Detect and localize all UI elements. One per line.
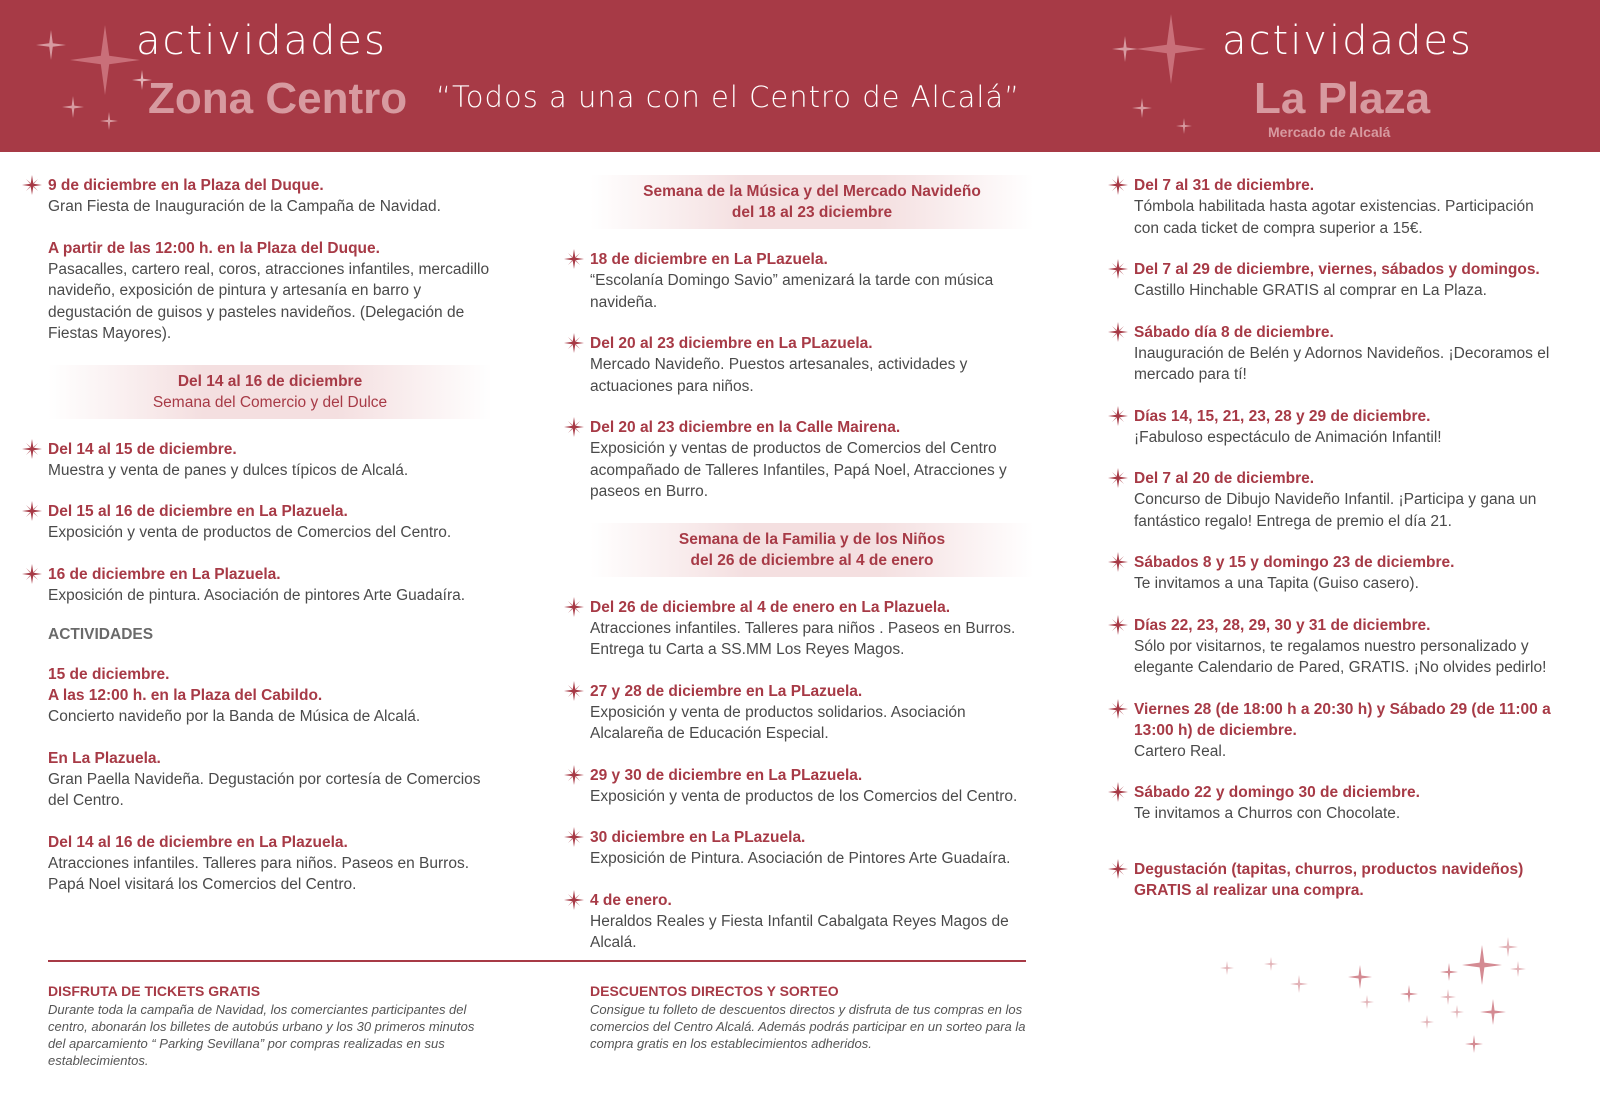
event-title: Del 14 al 15 de diciembre. bbox=[48, 440, 237, 458]
star-bullet-icon bbox=[564, 681, 584, 701]
event-item bbox=[1108, 615, 1560, 679]
event-text: Tómbola habilitada hasta agotar existencias. Participación con cada ticket de compra superior a 15€. bbox=[1134, 198, 1534, 237]
event-item bbox=[1108, 322, 1560, 386]
event-item bbox=[564, 417, 1034, 503]
event-title: 16 de diciembre en La Plazuela. bbox=[48, 565, 281, 583]
sparkle-icon bbox=[1400, 985, 1418, 1003]
event-item bbox=[22, 439, 492, 482]
week-band bbox=[590, 523, 1034, 577]
event-item bbox=[1108, 468, 1560, 532]
event-text: Gran Fiesta de Inauguración de la Campaña de Navidad. bbox=[48, 198, 441, 215]
event-item bbox=[22, 748, 492, 812]
sparkle-icon bbox=[1420, 1015, 1434, 1029]
week-band bbox=[590, 175, 1034, 229]
event-title: A las 12:00 h. en la Plaza del Cabildo. bbox=[48, 687, 323, 704]
event-text: Concurso de Dibujo Navideño Infantil. ¡Participa y gana un fantástico regalo! Entrega de premio el día 21. bbox=[1134, 491, 1537, 530]
sparkle-icon bbox=[100, 112, 118, 130]
event-item bbox=[22, 832, 492, 896]
event-title: 27 y 28 de diciembre en La PLazuela. bbox=[590, 682, 863, 700]
right-subtitle: Mercado de Alcalá bbox=[1268, 124, 1391, 140]
event-text: Gran Paella Navideña. Degustación por cortesía de Comercios del Centro. bbox=[48, 770, 481, 809]
event-item bbox=[22, 501, 492, 544]
star-bullet-icon bbox=[564, 765, 584, 785]
sparkle-icon bbox=[1498, 937, 1518, 957]
event-title: En La Plazuela. bbox=[48, 749, 161, 767]
event-title: Del 7 al 29 de diciembre, viernes, sábados y domingos. bbox=[1134, 261, 1540, 278]
column-la-plaza bbox=[1108, 175, 1560, 921]
star-bullet-icon bbox=[1108, 552, 1128, 572]
event-text: Exposición de Pintura. Asociación de Pintores Arte Guadaíra. bbox=[590, 850, 1011, 867]
event-text: Exposición y ventas de productos de Comercios del Centro acompañado de Talleres Infantiles, Papá Noel, Atracciones y paseos en Burro. bbox=[590, 440, 1007, 500]
sparkle-icon bbox=[1132, 98, 1152, 118]
event-item bbox=[564, 249, 1034, 313]
event-title: Degustación (tapitas, churros, productos navideños) GRATIS al realizar una compra. bbox=[1134, 860, 1524, 899]
star-bullet-icon bbox=[1108, 259, 1128, 279]
event-title: Sábado 22 y domingo 30 de diciembre. bbox=[1134, 784, 1420, 801]
star-bullet-icon bbox=[1108, 322, 1128, 342]
event-text: Cartero Real. bbox=[1134, 742, 1227, 760]
column-zona-centro bbox=[22, 175, 492, 916]
sparkle-icon bbox=[1440, 963, 1458, 981]
footer-text: Consigue tu folleto de descuentos directos y disfruta de tus compras en los comercios del Centro Alcalá. Además podrás participar en un sorteo para la compra gratis en los establecimientos adheridos. bbox=[590, 1002, 1026, 1051]
event-title: 15 de diciembre. bbox=[48, 666, 170, 683]
event-title: Del 15 al 16 de diciembre en La Plazuela. bbox=[48, 503, 348, 520]
star-bullet-icon bbox=[1108, 615, 1128, 635]
footer-title: DISFRUTA DE TICKETS GRATIS bbox=[48, 983, 261, 999]
event-title: Del 7 al 20 de diciembre. bbox=[1134, 470, 1315, 487]
sparkle-icon bbox=[1480, 999, 1506, 1025]
event-title: Del 20 al 23 diciembre en La PLazuela. bbox=[590, 335, 873, 352]
sparkle-icon bbox=[1112, 36, 1138, 62]
event-title: 9 de diciembre en la Plaza del Duque. bbox=[48, 177, 324, 194]
event-text: Exposición y venta de productos de los Comercios del Centro. bbox=[590, 787, 1018, 805]
star-bullet-icon bbox=[1108, 468, 1128, 488]
band-title: Semana de la Familia y de los Niños bbox=[678, 530, 946, 548]
event-item bbox=[22, 564, 492, 607]
event-title: 30 diciembre en La PLazuela. bbox=[590, 829, 806, 846]
event-text: Exposición de pintura. Asociación de pintores Arte Guadaíra. bbox=[48, 586, 466, 604]
right-title: La Plaza bbox=[1254, 74, 1431, 123]
left-script-title: actividades bbox=[136, 18, 387, 64]
footer-descuentos bbox=[590, 983, 1030, 1052]
left-title: Zona Centro bbox=[148, 74, 408, 123]
event-item bbox=[564, 765, 1034, 808]
star-bullet-icon bbox=[564, 827, 584, 847]
event-title: Del 26 de diciembre al 4 de enero en La Plazuela. bbox=[590, 598, 951, 616]
band-subtitle: del 26 de diciembre al 4 de enero bbox=[690, 551, 934, 569]
sparkle-icon bbox=[1462, 945, 1502, 985]
sparkle-icon bbox=[1450, 1005, 1464, 1019]
sparkle-icon bbox=[70, 25, 140, 95]
footer-text: Durante toda la campaña de Navidad, los comerciantes participantes del centro, abonarán los billetes de autobús urbano y los 30 primeros minutos del aparcamiento “ Parking Sevillana” por compras realizadas en sus establecimientos. bbox=[48, 1002, 475, 1068]
sparkle-icon bbox=[1360, 995, 1374, 1009]
event-item bbox=[564, 890, 1034, 954]
sparkle-icon bbox=[1220, 961, 1234, 975]
event-title: 4 de enero. bbox=[590, 891, 672, 909]
sparkle-icon bbox=[1136, 14, 1206, 84]
star-bullet-icon bbox=[1108, 859, 1128, 879]
section-heading: ACTIVIDADES bbox=[48, 626, 154, 643]
event-text: Muestra y venta de panes y dulces típicos de Alcalá. bbox=[48, 461, 409, 479]
event-text: Atracciones infantiles. Talleres para niños . Paseos en Burros. Entrega tu Carta a SS.MM Los Reyes Magos. bbox=[590, 619, 1016, 658]
event-title: Del 14 al 16 de diciembre en La Plazuela. bbox=[48, 833, 348, 851]
sparkle-icon bbox=[36, 30, 66, 60]
sparkle-icon bbox=[1176, 118, 1192, 134]
star-bullet-icon bbox=[1108, 782, 1128, 802]
star-bullet-icon bbox=[564, 333, 584, 353]
star-bullet-icon bbox=[22, 175, 42, 195]
event-title: Días 22, 23, 28, 29, 30 y 31 de diciembre. bbox=[1134, 616, 1431, 634]
event-title: 18 de diciembre en La PLazuela. bbox=[590, 251, 828, 268]
event-item bbox=[22, 238, 492, 345]
star-bullet-icon bbox=[564, 890, 584, 910]
event-text: “Escolanía Domingo Savio” amenizará la tarde con música navideña. bbox=[590, 272, 994, 311]
decorative-sparkles bbox=[1240, 945, 1560, 1075]
event-text: Inauguración de Belén y Adornos Navideños. ¡Decoramos el mercado para tí! bbox=[1134, 344, 1550, 383]
event-title: Del 7 al 31 de diciembre. bbox=[1134, 177, 1315, 194]
event-text: Concierto navideño por la Banda de Música de Alcalá. bbox=[48, 708, 421, 725]
right-script-title: actividades bbox=[1222, 18, 1473, 64]
event-text: Castillo Hinchable GRATIS al comprar en La Plaza. bbox=[1134, 282, 1487, 299]
star-bullet-icon bbox=[1108, 175, 1128, 195]
star-bullet-icon bbox=[564, 417, 584, 437]
event-text: Mercado Navideño. Puestos artesanales, actividades y actuaciones para niños. bbox=[590, 356, 968, 395]
header-banner bbox=[0, 0, 1600, 152]
event-text: Exposición y venta de productos solidarios. Asociación Alcalareña de Educación Especial. bbox=[590, 703, 966, 742]
event-text: Exposición y venta de productos de Comercios del Centro. bbox=[48, 524, 452, 541]
event-title: Sábado día 8 de diciembre. bbox=[1134, 323, 1334, 341]
sparkle-icon bbox=[1510, 961, 1526, 977]
week-band bbox=[48, 365, 492, 419]
band-subtitle: Semana del Comercio y del Dulce bbox=[152, 393, 388, 411]
event-text: Sólo por visitarnos, te regalamos nuestro personalizado y elegante Calendario de Pared, GRATIS. ¡No olvides pedirlo! bbox=[1134, 637, 1547, 676]
star-bullet-icon bbox=[1108, 406, 1128, 426]
star-bullet-icon bbox=[22, 439, 42, 459]
column-weeks bbox=[564, 175, 1034, 974]
event-item bbox=[1108, 782, 1560, 825]
event-title: Del 20 al 23 diciembre en la Calle Mairena. bbox=[590, 419, 901, 436]
band-title: Del 14 al 16 de diciembre bbox=[177, 372, 363, 390]
star-bullet-icon bbox=[22, 501, 42, 521]
event-text: ¡Fabuloso espectáculo de Animación Infantil! bbox=[1134, 428, 1442, 446]
sparkle-icon bbox=[1465, 1035, 1483, 1053]
footer-tickets bbox=[48, 983, 488, 1069]
event-title: Viernes 28 (de 18:00 h a 20:30 h) y Sábado 29 (de 11:00 a 13:00 h) de diciembre. bbox=[1134, 700, 1551, 739]
footer-title: DESCUENTOS DIRECTOS Y SORTEO bbox=[590, 983, 839, 999]
event-title: Sábados 8 y 15 y domingo 23 de diciembre. bbox=[1134, 554, 1455, 571]
sparkle-icon bbox=[1440, 989, 1456, 1005]
slogan: “Todos a una con el Centro de Alcalá” bbox=[436, 80, 1021, 114]
star-bullet-icon bbox=[1108, 699, 1128, 719]
sparkle-icon bbox=[62, 96, 84, 118]
event-item bbox=[1108, 175, 1560, 239]
event-item bbox=[1108, 699, 1560, 763]
star-bullet-icon bbox=[22, 564, 42, 584]
event-text: Heraldos Reales y Fiesta Infantil Cabalgata Reyes Magos de Alcalá. bbox=[590, 912, 1009, 951]
event-item bbox=[564, 681, 1034, 745]
event-text: Te invitamos a una Tapita (Guiso casero). bbox=[1134, 575, 1419, 592]
star-bullet-icon bbox=[564, 597, 584, 617]
band-subtitle: del 18 al 23 diciembre bbox=[731, 204, 893, 221]
event-text: Atracciones infantiles. Talleres para niños. Paseos en Burros. Papá Noel visitará los Comercios del Centro. bbox=[48, 854, 470, 893]
event-item bbox=[564, 333, 1034, 397]
event-title: Días 14, 15, 21, 23, 28 y 29 de diciembre. bbox=[1134, 407, 1431, 425]
star-bullet-icon bbox=[564, 249, 584, 269]
sparkle-icon bbox=[1290, 975, 1308, 993]
event-item bbox=[1108, 859, 1560, 901]
event-item bbox=[22, 664, 492, 728]
event-item bbox=[1108, 552, 1560, 595]
sparkle-icon bbox=[1348, 965, 1372, 989]
event-text: Pasacalles, cartero real, coros, atracciones infantiles, mercadillo navideño, exposición de pintura y artesanía en barro y degustación de guisos y pasteles navideños. (Delegación de Fiestas Mayores). bbox=[48, 260, 490, 342]
event-title: A partir de las 12:00 h. en la Plaza del Duque. bbox=[48, 239, 380, 257]
event-item bbox=[1108, 259, 1560, 302]
sparkle-icon bbox=[1264, 957, 1278, 971]
footer-divider bbox=[48, 960, 1026, 962]
event-item bbox=[1108, 406, 1560, 449]
event-title: 29 y 30 de diciembre en La PLazuela. bbox=[590, 766, 863, 784]
event-item bbox=[22, 175, 492, 218]
event-text: Te invitamos a Churros con Chocolate. bbox=[1134, 805, 1401, 822]
band-title: Semana de la Música y del Mercado Navideño bbox=[643, 183, 981, 200]
event-item bbox=[564, 827, 1034, 870]
event-item bbox=[564, 597, 1034, 661]
